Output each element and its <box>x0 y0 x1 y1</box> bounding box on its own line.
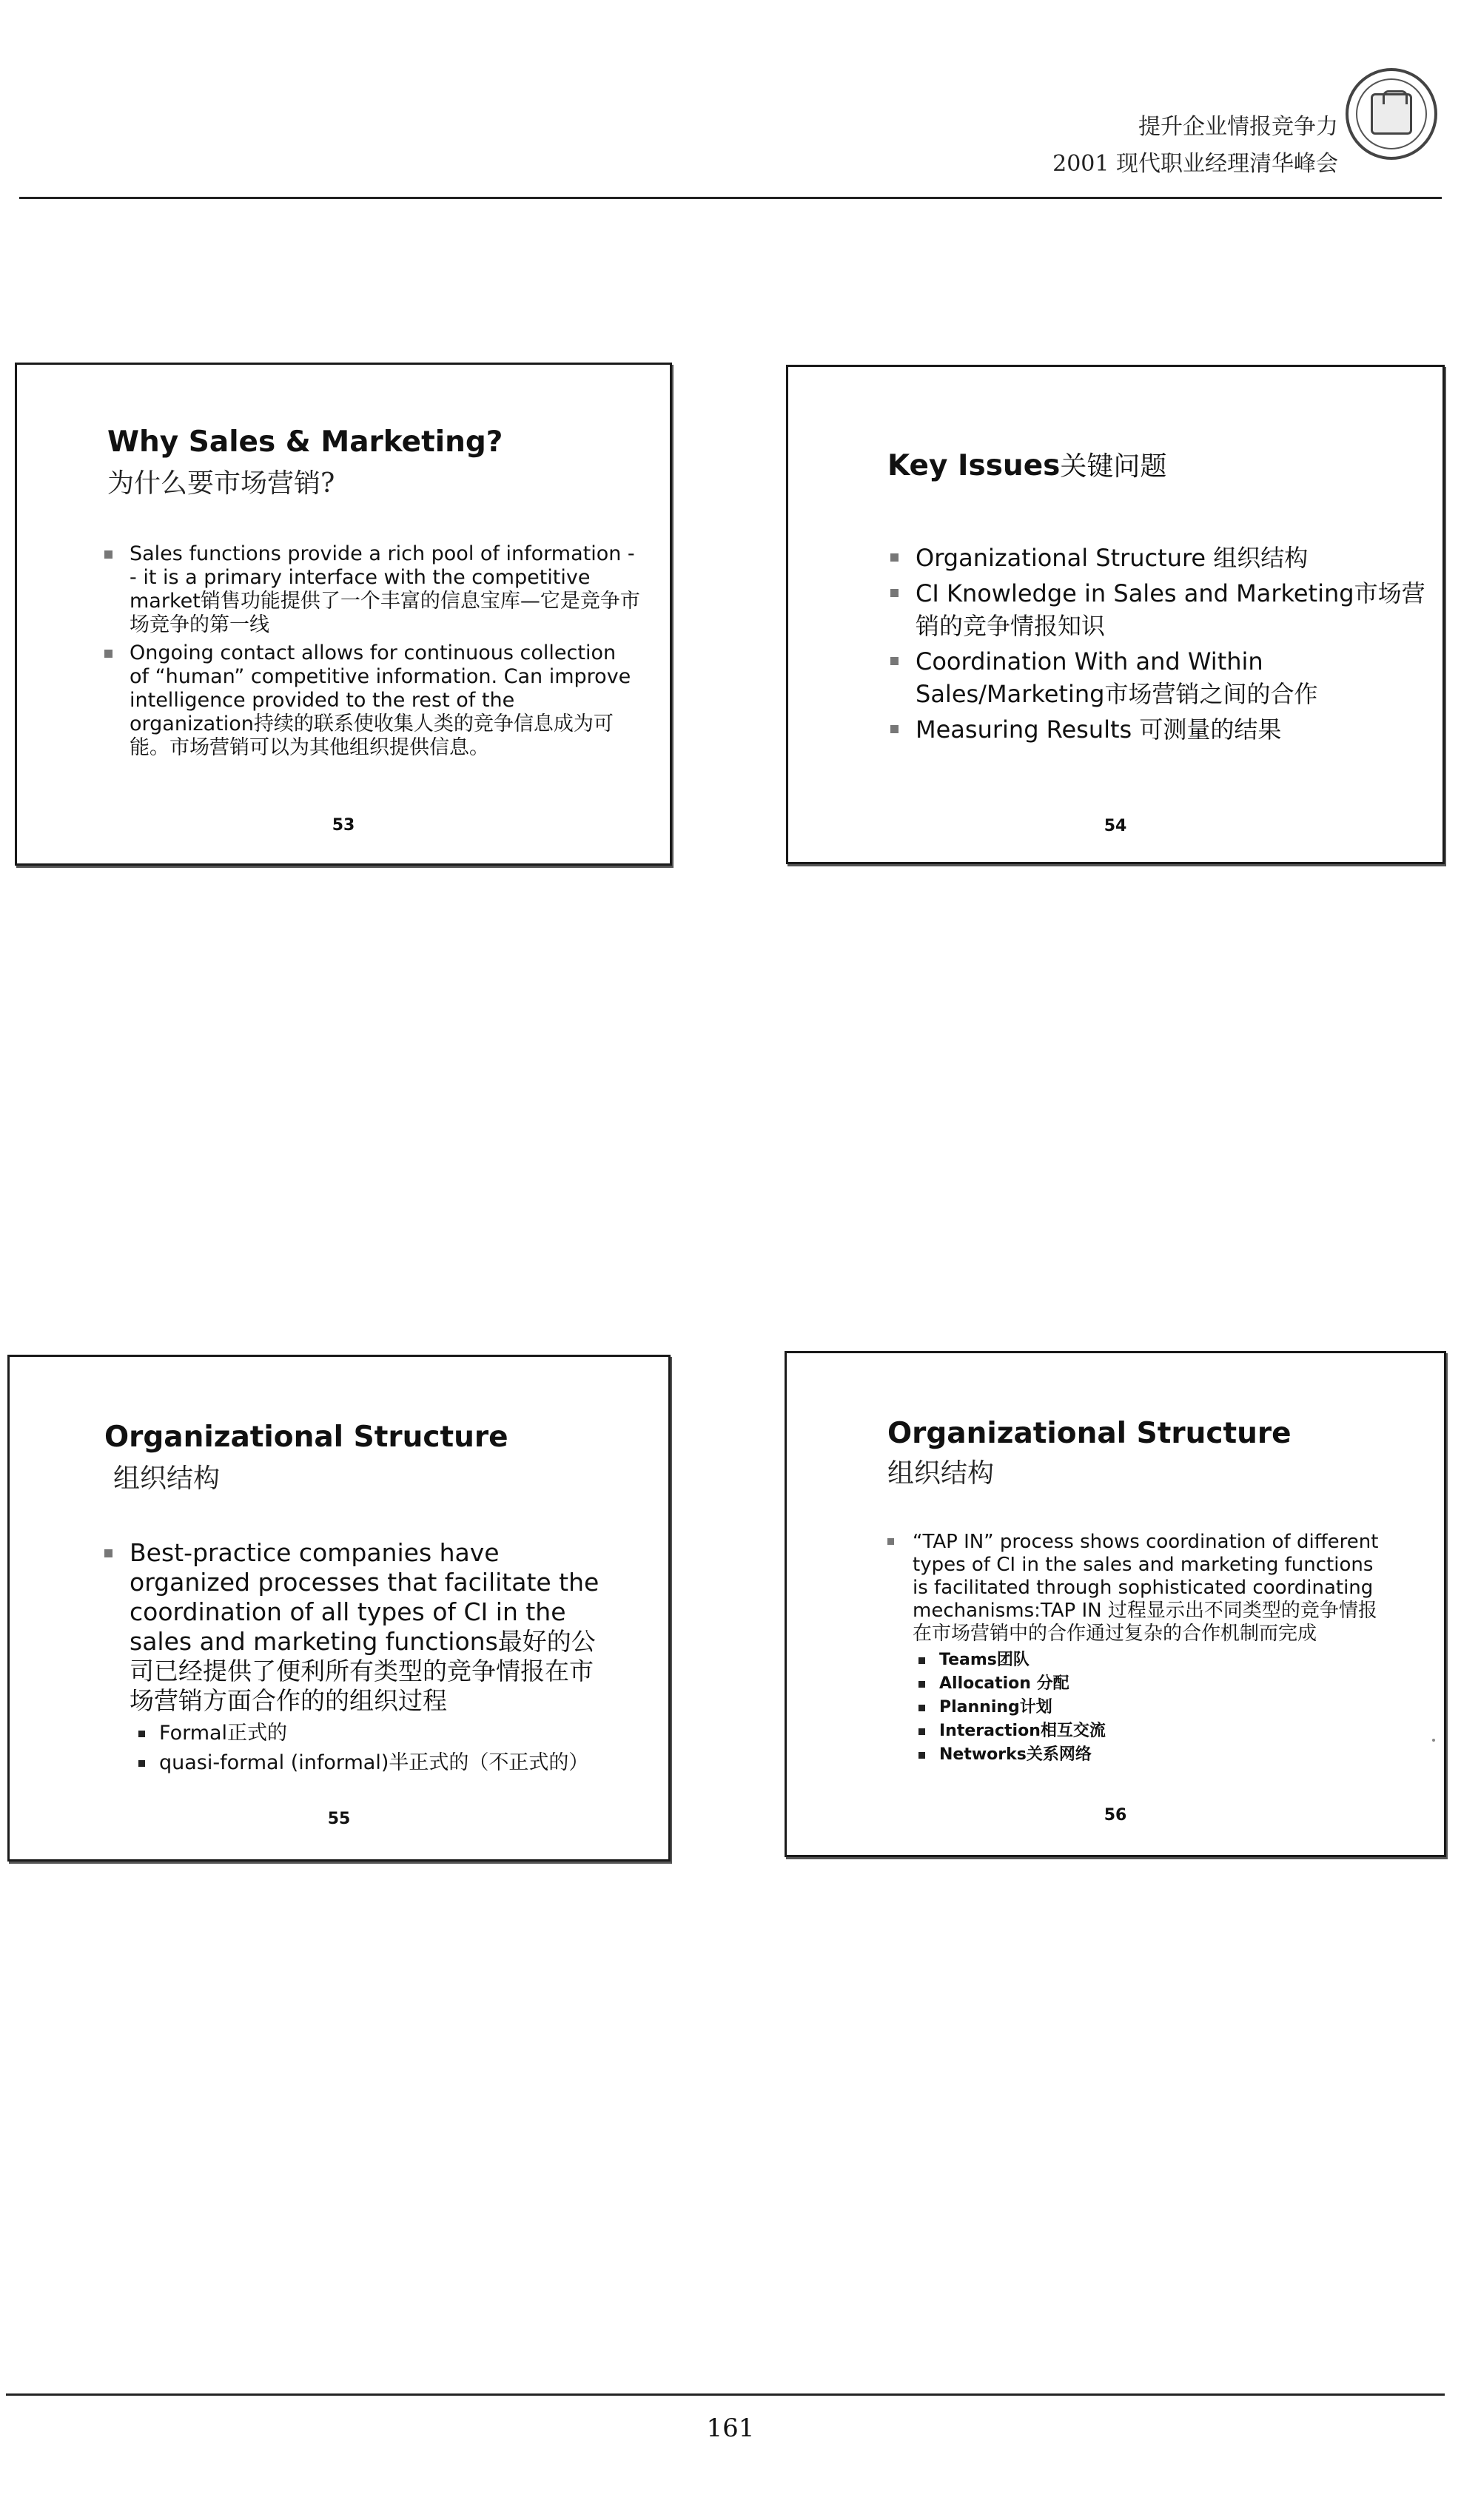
scan-speck <box>1432 1739 1435 1742</box>
list-item: Best-practice companies have organized processes that facilitate the coordination of all types of CI in the sales and marketing functions最好的公司已经提供了便利所有类型的竞争情报在市场营销方面合作的的组织过程 Formal正式的 quasi-formal (informal)半正式的（不正式的） <box>130 1538 611 1778</box>
header-rule <box>19 197 1442 199</box>
slide-54 <box>786 365 1445 864</box>
sub-list-item: quasi-formal (informal)半正式的（不正式的） <box>159 1748 611 1778</box>
sub-list-item: Allocation 分配 <box>939 1672 1386 1696</box>
page-number: 161 <box>706 2413 755 2443</box>
sub-list-item: Formal正式的 <box>159 1719 611 1748</box>
list-item: Organizational Structure 组织结构 <box>916 542 1426 574</box>
slide-number: 54 <box>1104 817 1127 835</box>
sub-list-item: Teams团队 <box>939 1648 1386 1672</box>
sub-list <box>939 1648 1386 1767</box>
slide-title-en: Organizational Structure <box>104 1421 508 1454</box>
slide-number: 53 <box>332 816 355 835</box>
slide-55 <box>7 1355 671 1862</box>
sub-list-item: Interaction相互交流 <box>939 1719 1386 1743</box>
slide-title: Key Issues关键问题 <box>887 449 1167 482</box>
slide-title-zh: 为什么要市场营销? <box>107 468 335 499</box>
slide-number: 55 <box>327 1810 351 1828</box>
list-item: Coordination With and Within Sales/Marketing市场营销之间的合作 <box>916 645 1426 710</box>
bullet-list <box>130 1538 611 1778</box>
header-title: 提升企业情报竞争力 <box>1138 114 1338 140</box>
list-item: CI Knowledge in Sales and Marketing市场营销的竞争情报知识 <box>916 577 1426 642</box>
slide-number: 56 <box>1104 1806 1127 1825</box>
slide-title-zh: 组织结构 <box>113 1463 221 1494</box>
university-seal-icon <box>1346 68 1437 160</box>
header-subtitle: 2001 现代职业经理清华峰会 <box>1052 151 1338 177</box>
sub-list-item: Planning计划 <box>939 1696 1386 1719</box>
bullet-list <box>913 1531 1386 1767</box>
sub-list <box>159 1719 611 1778</box>
sub-list-item: Networks关系网络 <box>939 1743 1386 1767</box>
list-item: Ongoing contact allows for continuous collection of “human” competitive information. Can improve intelligence provided to the rest of the organization持续的联系使收集人类的竞争信息成为可能。市场营销可以为其他组织提供信息。 <box>130 641 640 760</box>
slide-56 <box>785 1351 1446 1857</box>
slide-53 <box>15 363 672 866</box>
slide-title-zh: 组织结构 <box>887 1458 995 1489</box>
slide-title-en: Organizational Structure <box>887 1417 1292 1450</box>
bullet-list <box>916 542 1426 746</box>
list-item: “TAP IN” process shows coordination of different types of CI in the sales and marketing functions is facilitated through sophisticated coordinating mechanisms:TAP IN 过程显示出不同类型的竞争情报在市场营销中的合作通过复杂的合作机制而完成 Teams团队 Allocation 分配 Planning计划 Interaction相互交流 Networks关系网络 <box>913 1531 1386 1767</box>
bullet-list <box>130 542 640 760</box>
footer-rule <box>6 2393 1445 2396</box>
slide-title-en: Why Sales & Marketing? <box>107 425 503 459</box>
list-item: Sales functions provide a rich pool of information -- it is a primary interface with the competitive market销售功能提供了一个丰富的信息宝库—它是竞争市场竞争的第一线 <box>130 542 640 637</box>
list-item: Measuring Results 可测量的结果 <box>916 713 1426 746</box>
